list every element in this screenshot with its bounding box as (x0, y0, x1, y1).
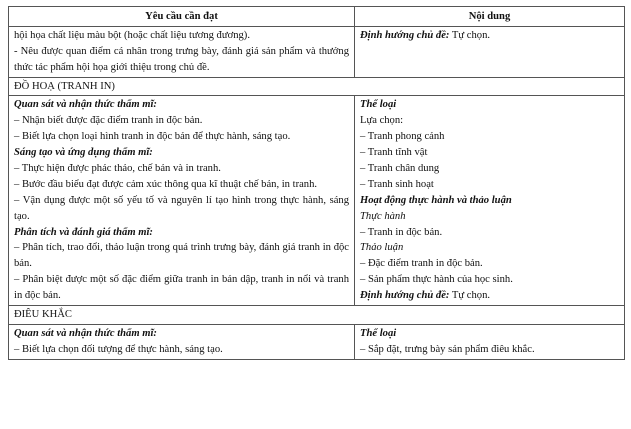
subheading: Thực hành (360, 210, 406, 222)
list-item: – Tranh tĩnh vật (360, 147, 428, 159)
topic-orientation-value: Tự chọn. (449, 290, 491, 302)
list-item: – Sản phẩm thực hành của học sinh. (360, 274, 513, 286)
subheading: Quan sát và nhận thức thẩm mĩ: (14, 327, 157, 339)
list-item: – Tranh phong cảnh (360, 131, 445, 143)
list-item: – Vận dụng được một số yếu tố và nguyên lí tạo hình trong thực hành, sáng tạo. (14, 194, 349, 222)
list-item: – Phân tích, trao đổi, thảo luận trong quá trình trưng bày, đánh giá tranh in độc bản. (14, 242, 349, 270)
list-item: – Tranh chân dung (360, 163, 440, 175)
section-title-graphics: ĐỒ HOẠ (TRANH IN) (9, 77, 625, 96)
topic-orientation-label: Định hướng chủ đề: (360, 29, 450, 41)
subheading: Sáng tạo và ứng dụng thẩm mĩ: (14, 147, 153, 159)
topic-orientation-value: Tự chọn. (449, 29, 491, 41)
list-item: – Phân biệt được một số đặc điểm giữa tranh in bản dập, tranh in nổi và tranh in độc bản. (14, 274, 349, 302)
header-content: Nội dung (355, 7, 625, 27)
sculpture-content-cell (355, 324, 625, 359)
section-row-sculpture (9, 306, 625, 325)
list-item: – Bước đầu biểu đạt được cảm xúc thông qua kĩ thuật chế bản, in tranh. (14, 178, 318, 190)
painting-req-line: - Nêu được quan điểm cá nhân trong trưng bày, đánh giá sản phẩm và thưởng thức tác phẩm hội họa giới thiệu trong chủ đề. (14, 45, 349, 73)
list-item: – Tranh in độc bản. (360, 226, 443, 238)
header-requirements: Yêu cầu cần đạt (9, 7, 355, 27)
list-item: – Sắp đặt, trưng bày sản phẩm điêu khắc. (360, 343, 535, 355)
sculpture-requirements-cell (9, 324, 355, 359)
graphics-content-cell (355, 96, 625, 306)
list-item: – Biết lựa chọn loại hình tranh in độc bản để thực hành, sáng tạo. (14, 131, 291, 143)
topic-orientation-label: Định hướng chủ đề: (360, 290, 450, 302)
list-item: – Tranh sinh hoạt (360, 178, 434, 190)
painting-req-line: hội họa chất liệu màu bột (hoặc chất liệu tương đương). (14, 29, 250, 41)
list-item: – Đặc điểm tranh in độc bản. (360, 258, 483, 270)
painting-requirements-cell (9, 26, 355, 77)
topic-orientation (360, 288, 619, 304)
list-item: – Nhận biết được đặc điểm tranh in độc bản. (14, 115, 203, 127)
graphics-requirements-cell (9, 96, 355, 306)
painting-content-cell (355, 26, 625, 77)
subheading: Thảo luận (360, 242, 404, 254)
subheading: Quan sát và nhận thức thẩm mĩ: (14, 99, 157, 111)
table-row (9, 324, 625, 359)
table-row (9, 26, 625, 77)
text-line: Lựa chọn: (360, 115, 404, 127)
list-item: – Thực hiện được phác thảo, chế bản và in tranh. (14, 163, 221, 175)
list-item: – Biết lựa chọn đối tượng để thực hành, sáng tạo. (14, 343, 223, 355)
subheading: Hoạt động thực hành và thảo luận (360, 194, 512, 206)
table-header-row (9, 7, 625, 27)
topic-orientation (360, 28, 619, 44)
curriculum-table (8, 6, 625, 360)
subheading: Thể loại (360, 327, 397, 339)
section-row-graphics (9, 77, 625, 96)
subheading: Thể loại (360, 99, 397, 111)
subheading: Phân tích và đánh giá thẩm mĩ: (14, 226, 153, 238)
table-row (9, 96, 625, 306)
section-title-sculpture: ĐIÊU KHẮC (9, 306, 625, 325)
